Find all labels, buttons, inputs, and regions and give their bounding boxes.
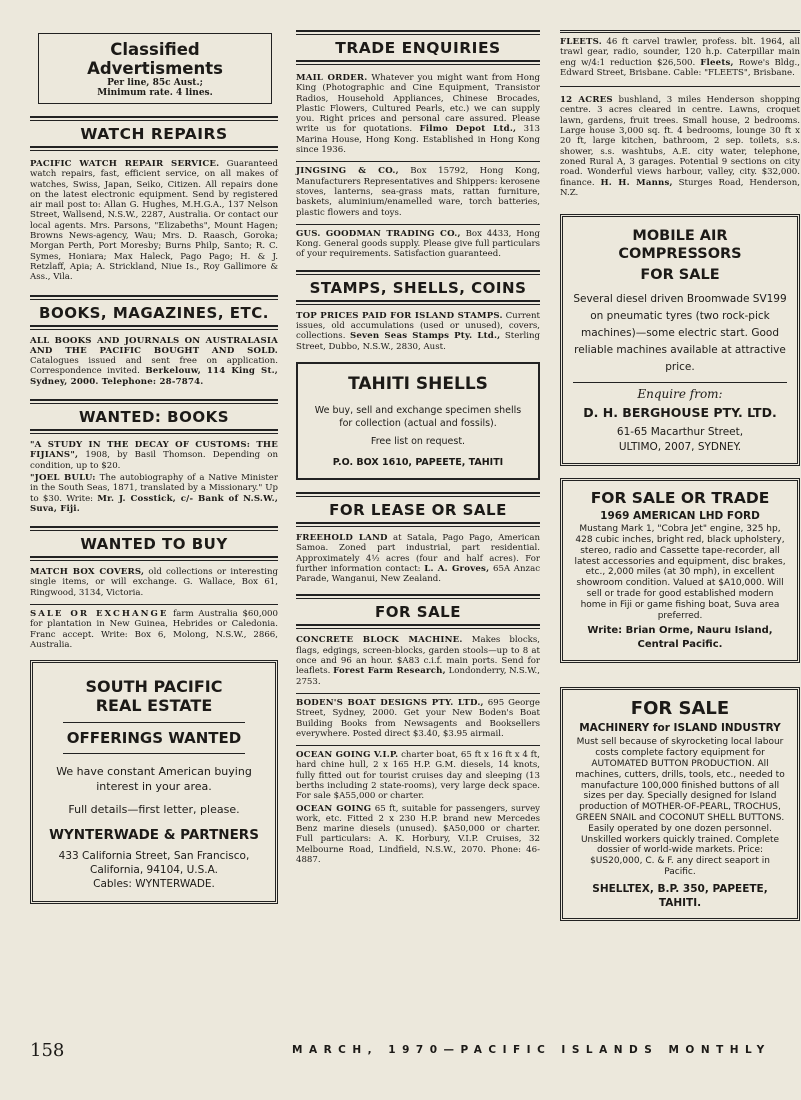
ad-ocean-going-vip <box>296 750 540 801</box>
realestate-title: SOUTH PACIFIC <box>85 677 223 697</box>
ad-box-air-compressors <box>560 214 800 466</box>
ad-lead: JINGSING & CO., <box>296 166 399 177</box>
section-rule <box>296 300 540 305</box>
section-lease-sale <box>296 492 540 584</box>
ad-freehold-land <box>296 533 540 584</box>
classified-header-box <box>38 33 272 104</box>
ad-body: Box 15792, Hong Kong, Manufacturers Representatives and Shippers: kerosene stoves, lanterns, sea-grass mats, rattan furniture, baskets, aluminium/enamelled ware, torch batteries, plastic flowers and toys. <box>296 166 541 218</box>
ad-fleets <box>560 37 800 78</box>
ad-watch-repair <box>30 159 278 283</box>
ad-lead: FREEHOLD LAND <box>296 532 388 543</box>
ad-lead: CONCRETE BLOCK MACHINE. <box>296 635 463 646</box>
ad-body: farm Australia $60,000 for plantation in New Guinea, Hebrides or Caledonia. Franc accept. Write: Box 6, Molong, N.S.W., 2866, Australia. <box>30 609 278 650</box>
ad-address: Londonderry, N.S.W., 2753. <box>296 666 540 687</box>
ad-lead: OCEAN GOING <box>296 803 372 814</box>
classified-rate: Per line, 85c Aust.; <box>107 78 203 88</box>
section-heading: TRADE ENQUIRIES <box>335 39 501 57</box>
compressors-title-2: FOR SALE <box>640 267 720 284</box>
ad-lead: PACIFIC WATCH REPAIR SERVICE. <box>30 159 220 169</box>
ad-contact: Berkelouw, 114 King St., Sydney, 2000. Telephone: 28-7874. <box>30 366 279 387</box>
section-for-sale <box>296 594 540 865</box>
ad-body: 65 ft, suitable for passengers, survey work, etc. Fitted 2 x 230 H.P. brand new Mercedes Benz marine diesels (unused). $A50,000 or charter. Full particulars: A. K. Horbury, V.I.P. Cruises, 32 Melbourne Road, Lindfield, N.S.W., 2070. Phone: 46-4887. <box>296 803 541 866</box>
divider <box>296 161 540 162</box>
divider <box>296 745 540 746</box>
section-rule <box>560 30 800 33</box>
ad-body: Catalogues issued and sent free on application. Correspondence invited. <box>30 356 278 377</box>
ad-ocean-going <box>296 804 540 866</box>
tahiti-address: P.O. BOX 1610, PAPEETE, TAHITI <box>332 456 504 468</box>
ad-lead: 12 ACRES <box>560 95 613 106</box>
section-heading: BOOKS, MAGAZINES, ETC. <box>39 303 269 322</box>
compressors-body: Several diesel driven Broomwade SV199 on pneumatic tyres (two rock-pick machines)—some electric start. Good reliable machines available at attractive price. <box>573 293 787 374</box>
compressors-enquire: Enquire from: <box>637 387 723 402</box>
section-rule <box>30 325 278 330</box>
ad-body: bushland, 3 miles Henderson shopping centre. 3 acres cleared in centre. Lawns, croquet lawn, gardens, fruit trees. Small house, 2 bedrooms. Large house 3,000 sq. ft. 4 bedrooms, lounge 30 ft x 20 ft, large kitchen, bathroom, 2 sep. toilets, s.s. shower, s.s. washtubs, A.E. city water, telephone, zoned Rural A, 3 garages. Potential 9 sections on city road. Wonderful views harbour, valley, city. $32,000. finance. <box>560 95 800 188</box>
divider <box>30 604 278 605</box>
trade-sale-body: Mustang Mark 1, "Cobra Jet" engine, 325 hp, 428 cubic inches, bright red, black upholstery, stereo, radio and Cassette tape-recorder, all latest accessories and equipment, disc brakes, etc., 2,000 miles (at 30 mph), in excellent showroom condition. Valued at $A10,000. Will sell or trade for good established modern home in Fiji or game fishing boat, Suva area preferred. <box>574 524 786 621</box>
ad-concrete-block-machine <box>296 635 540 686</box>
trade-sale-title: FOR SALE OR TRADE <box>590 489 770 508</box>
ad-lead: OCEAN GOING V.I.P. <box>296 750 399 761</box>
machinery-title: FOR SALE <box>630 698 730 720</box>
ad-body: Current issues, old accumulations (used or unused), covers, collections. <box>296 310 541 342</box>
tahiti-line-1: We buy, sell and exchange specimen shells for collection (actual and fossils). <box>314 404 522 429</box>
classified-minimum: Minimum rate. 4 lines. <box>97 88 213 98</box>
column-left <box>30 30 278 904</box>
ad-joel-bulu <box>30 473 278 514</box>
ad-lead: MATCH BOX COVERS, <box>30 567 145 578</box>
ad-sale-exchange-farm <box>30 609 278 650</box>
realestate-subtitle: OFFERINGS WANTED <box>66 729 242 748</box>
compressors-address-2: ULTIMO, 2007, SYDNEY. <box>618 441 742 454</box>
divider <box>63 753 245 754</box>
ad-body: Whatever you might want from Hong King (Photographic and Cine Equipment, Transistor Radios, Household Appliances, Chinese Brocades, Plastic Flowers, Cultured Pearls, etc.) we can supply you. Right prices and personal care assured. Please write us for quotations. <box>296 73 541 135</box>
ad-box-real-estate <box>30 660 278 904</box>
section-rule <box>30 556 278 561</box>
ad-contact: Seven Seas Stamps Pty. Ltd., <box>349 331 501 342</box>
ad-box-for-sale-or-trade <box>560 478 800 663</box>
section-heading: WANTED TO BUY <box>80 535 228 554</box>
section-heading: FOR LEASE OR SALE <box>329 500 507 519</box>
ad-gus-goodman <box>296 229 540 260</box>
ad-contact: Fleets, <box>700 57 734 68</box>
section-rule <box>296 624 540 629</box>
trade-sale-subtitle: 1969 AMERICAN LHD FORD <box>600 510 760 523</box>
divider <box>296 693 540 694</box>
ad-mail-order <box>296 73 540 155</box>
section-heading: WANTED: BOOKS <box>78 408 230 427</box>
section-books <box>30 295 278 387</box>
section-rule <box>296 60 540 65</box>
ad-bodens-boat-designs <box>296 698 540 739</box>
ad-contact: Filmo Depot Ltd., <box>419 124 517 135</box>
ad-body: Guaranteed watch repairs, fast, efficient service, on all makes of watches, Swiss, Japan, Seiko, Citizen. All repairs done on the latest electronic equipment. Send by registered air mail post to: Allan G. Hughes, M.H.G.A., 137 Nelson Street, Wallsend, N.S.W., 2287, Australia. Or contact our local agents. Mrs. Parsons, "Elizabeths", Mount Hagen; Browns News-agency, Wau; Mrs. D. Raasch, Goroka; Morgan Perth, Port Moresby; Burns Philp, Santo; R. C. Symes, Honiara; Max Haleck, Pago Pago; H. & J. Retzlaff, Apia; A. Strickland, Niue Is., Roy Gallimore & Ass., Vila. <box>30 159 278 283</box>
footer-issue: MARCH, 1970—PACIFIC ISLANDS MONTHLY <box>292 1044 771 1056</box>
tahiti-title: TAHITI SHELLS <box>348 373 488 394</box>
column-middle <box>296 30 540 871</box>
ad-body: 695 George Street, Sydney, 2000. Get your New Boden's Boat Building Books from Newsagents and Booksellers everywhere. Posted direct $3.40, $3.95 airmail. <box>296 697 540 739</box>
ad-contact: L. A. Groves, <box>424 563 490 574</box>
ad-box-machinery <box>560 687 800 920</box>
machinery-address: SHELLTEX, B.P. 350, PAPEETE, TAHITI. <box>592 882 768 909</box>
ad-box-tahiti-shells <box>296 362 540 480</box>
ad-address: Sterling Street, Dubbo, N.S.W., 2830, Aust. <box>296 331 540 352</box>
realestate-cables: Cables: WYNTERWADE. <box>93 878 215 891</box>
ad-lead: BODEN'S BOAT DESIGNS PTY. LTD., <box>296 697 484 708</box>
realestate-title-2: REAL ESTATE <box>95 696 213 716</box>
ad-lead: "A STUDY IN THE DECAY OF CUSTOMS: THE FIJIANS", <box>30 440 278 461</box>
ad-body: Makes blocks, flags, edgings, screen-blocks, garden stools—up to 8 at once and 96 an hour. $A83 c.i.f. main ports. Send for leaflets. <box>296 635 540 677</box>
section-rule <box>30 146 278 151</box>
ad-books <box>30 336 278 387</box>
classified-title: Classified Advertisments <box>87 40 223 78</box>
ad-body: The autobiography of a Native Minister in the South Seas, 1871, translated by a Missionary." Up to $30. Write: <box>30 472 278 504</box>
section-wanted-books <box>30 399 278 514</box>
ad-contact: Mr. J. Cosstick, c/- Bank of N.S.W., Suva, Fiji. <box>30 493 279 514</box>
section-heading: WATCH REPAIRS <box>80 125 228 143</box>
section-watch-repairs <box>30 116 278 283</box>
realestate-line-2: Full details—first letter, please. <box>68 803 240 817</box>
ad-address: 65A Anzac Parade, Wanganui, New Zealand. <box>296 563 541 585</box>
trade-sale-write: Write: Brian Orme, Nauru Island, Central Pacific. <box>587 625 773 651</box>
ad-body: Box 4433, Hong Kong. General goods supply. Please give full particulars of your requirements. Satisfaction guaranteed. <box>296 228 541 260</box>
divider <box>560 86 800 87</box>
page-footer <box>30 1040 800 1066</box>
section-stamps <box>296 270 540 352</box>
ad-lead: ALL BOOKS AND JOURNALS ON AUSTRALASIA AND THE PACIFIC BOUGHT AND SOLD. <box>30 335 278 356</box>
compressors-address-1: 61-65 Macarthur Street, <box>616 426 744 439</box>
ad-lead: MAIL ORDER. <box>296 73 368 83</box>
realestate-line-1: We have constant American buying interest in your area. <box>56 765 252 794</box>
ad-jingsing <box>296 166 540 217</box>
section-rule <box>30 429 278 434</box>
divider <box>296 224 540 225</box>
ad-study-decay-customs <box>30 440 278 471</box>
section-rule <box>296 522 540 527</box>
section-wanted-to-buy <box>30 526 278 650</box>
ad-lead: FLEETS. <box>560 37 602 47</box>
ad-address: Sturges Road, Henderson, N.Z. <box>560 177 800 198</box>
compressors-title: MOBILE AIR COMPRESSORS <box>618 228 742 263</box>
page-number: 158 <box>30 1040 65 1061</box>
ad-lead: "JOEL BULU: <box>30 472 96 483</box>
ad-12-acres <box>560 95 800 198</box>
section-heading: FOR SALE <box>375 603 461 622</box>
section-trade-enquiries <box>296 30 540 260</box>
ad-lead: GUS. GOODMAN TRADING CO., <box>296 228 461 239</box>
column-right <box>560 30 800 921</box>
ad-contact: Forest Farm Research, <box>333 666 446 677</box>
ad-address: 313 Marina House, Hong Kong. Established in Hong Kong since 1936. <box>296 124 541 156</box>
divider <box>573 382 787 383</box>
ad-address: Rowe's Bldg., Edward Street, Brisbane. Cable: "FLEETS", Brisbane. <box>560 57 801 78</box>
section-heading: STAMPS, SHELLS, COINS <box>309 278 527 297</box>
compressors-firm: D. H. BERGHOUSE PTY. LTD. <box>583 405 777 421</box>
divider <box>63 722 245 723</box>
ad-lead: TOP PRICES PAID FOR ISLAND STAMPS. <box>296 310 503 321</box>
ad-lead: SALE OR EXCHANGE <box>30 609 169 620</box>
ad-body: 1908, by Basil Thomson. Depending on condition, up to $20. <box>30 450 278 471</box>
ad-top-prices-stamps <box>296 311 540 352</box>
realestate-address-1: 433 California Street, San Francisco, <box>58 850 250 863</box>
tahiti-line-2: Free list on request. <box>370 435 466 447</box>
ad-match-box-covers <box>30 567 278 598</box>
ad-body: 46 ft carvel trawler, profess. blt. 1964, all trawl gear, radio, sounder, 120 h.p. Caterpillar main eng w/4:1 reduction $26,500. <box>560 37 800 68</box>
ad-body: at Satala, Pago Pago, American Samoa. Zoned part industrial, part residential. Approximately 4½ acres (four and half acres). For further information contact: <box>296 532 540 574</box>
machinery-subtitle: MACHINERY for ISLAND INDUSTRY <box>579 722 781 735</box>
machinery-body: Must sell because of skyrocketing local labour costs complete factory equipment for AUTOMATED BUTTON PRODUCTION. All machines, cutters, drills, tools, etc., needed to manufacture 100,000 finished buttons of all sizes per day. Specially designed for Island production of MOTHER-OF-PEARL, TROCHUS, GREEN SNAIL and COCONUT SHELL BUTTONS. Easily operated by one dozen personnel. Unskilled workers quickly trained. Complete dossier of world-wide markets. Price: $US20,000, C. & F. any direct seaport in Pacific. <box>575 737 785 877</box>
realestate-address-2: California, 94104, U.S.A. <box>90 864 218 877</box>
ad-body: charter boat, 65 ft x 16 ft x 4 ft, hard chine hull, 2 x 165 H.P. G.M. diesels, 14 knots, fully fitted out for tourist cruises day and sleeping (13 berths including 2 state-rooms), very large deck space. For sale $A55,000 or charter. <box>296 750 540 802</box>
ad-contact: H. H. Manns, <box>600 177 673 188</box>
realestate-firm: WYNTERWADE & PARTNERS <box>49 827 259 844</box>
ad-body: old collections or interesting single items, or will exchange. G. Wallace, Box 61, Ringwood, 3134, Victoria. <box>30 567 278 598</box>
